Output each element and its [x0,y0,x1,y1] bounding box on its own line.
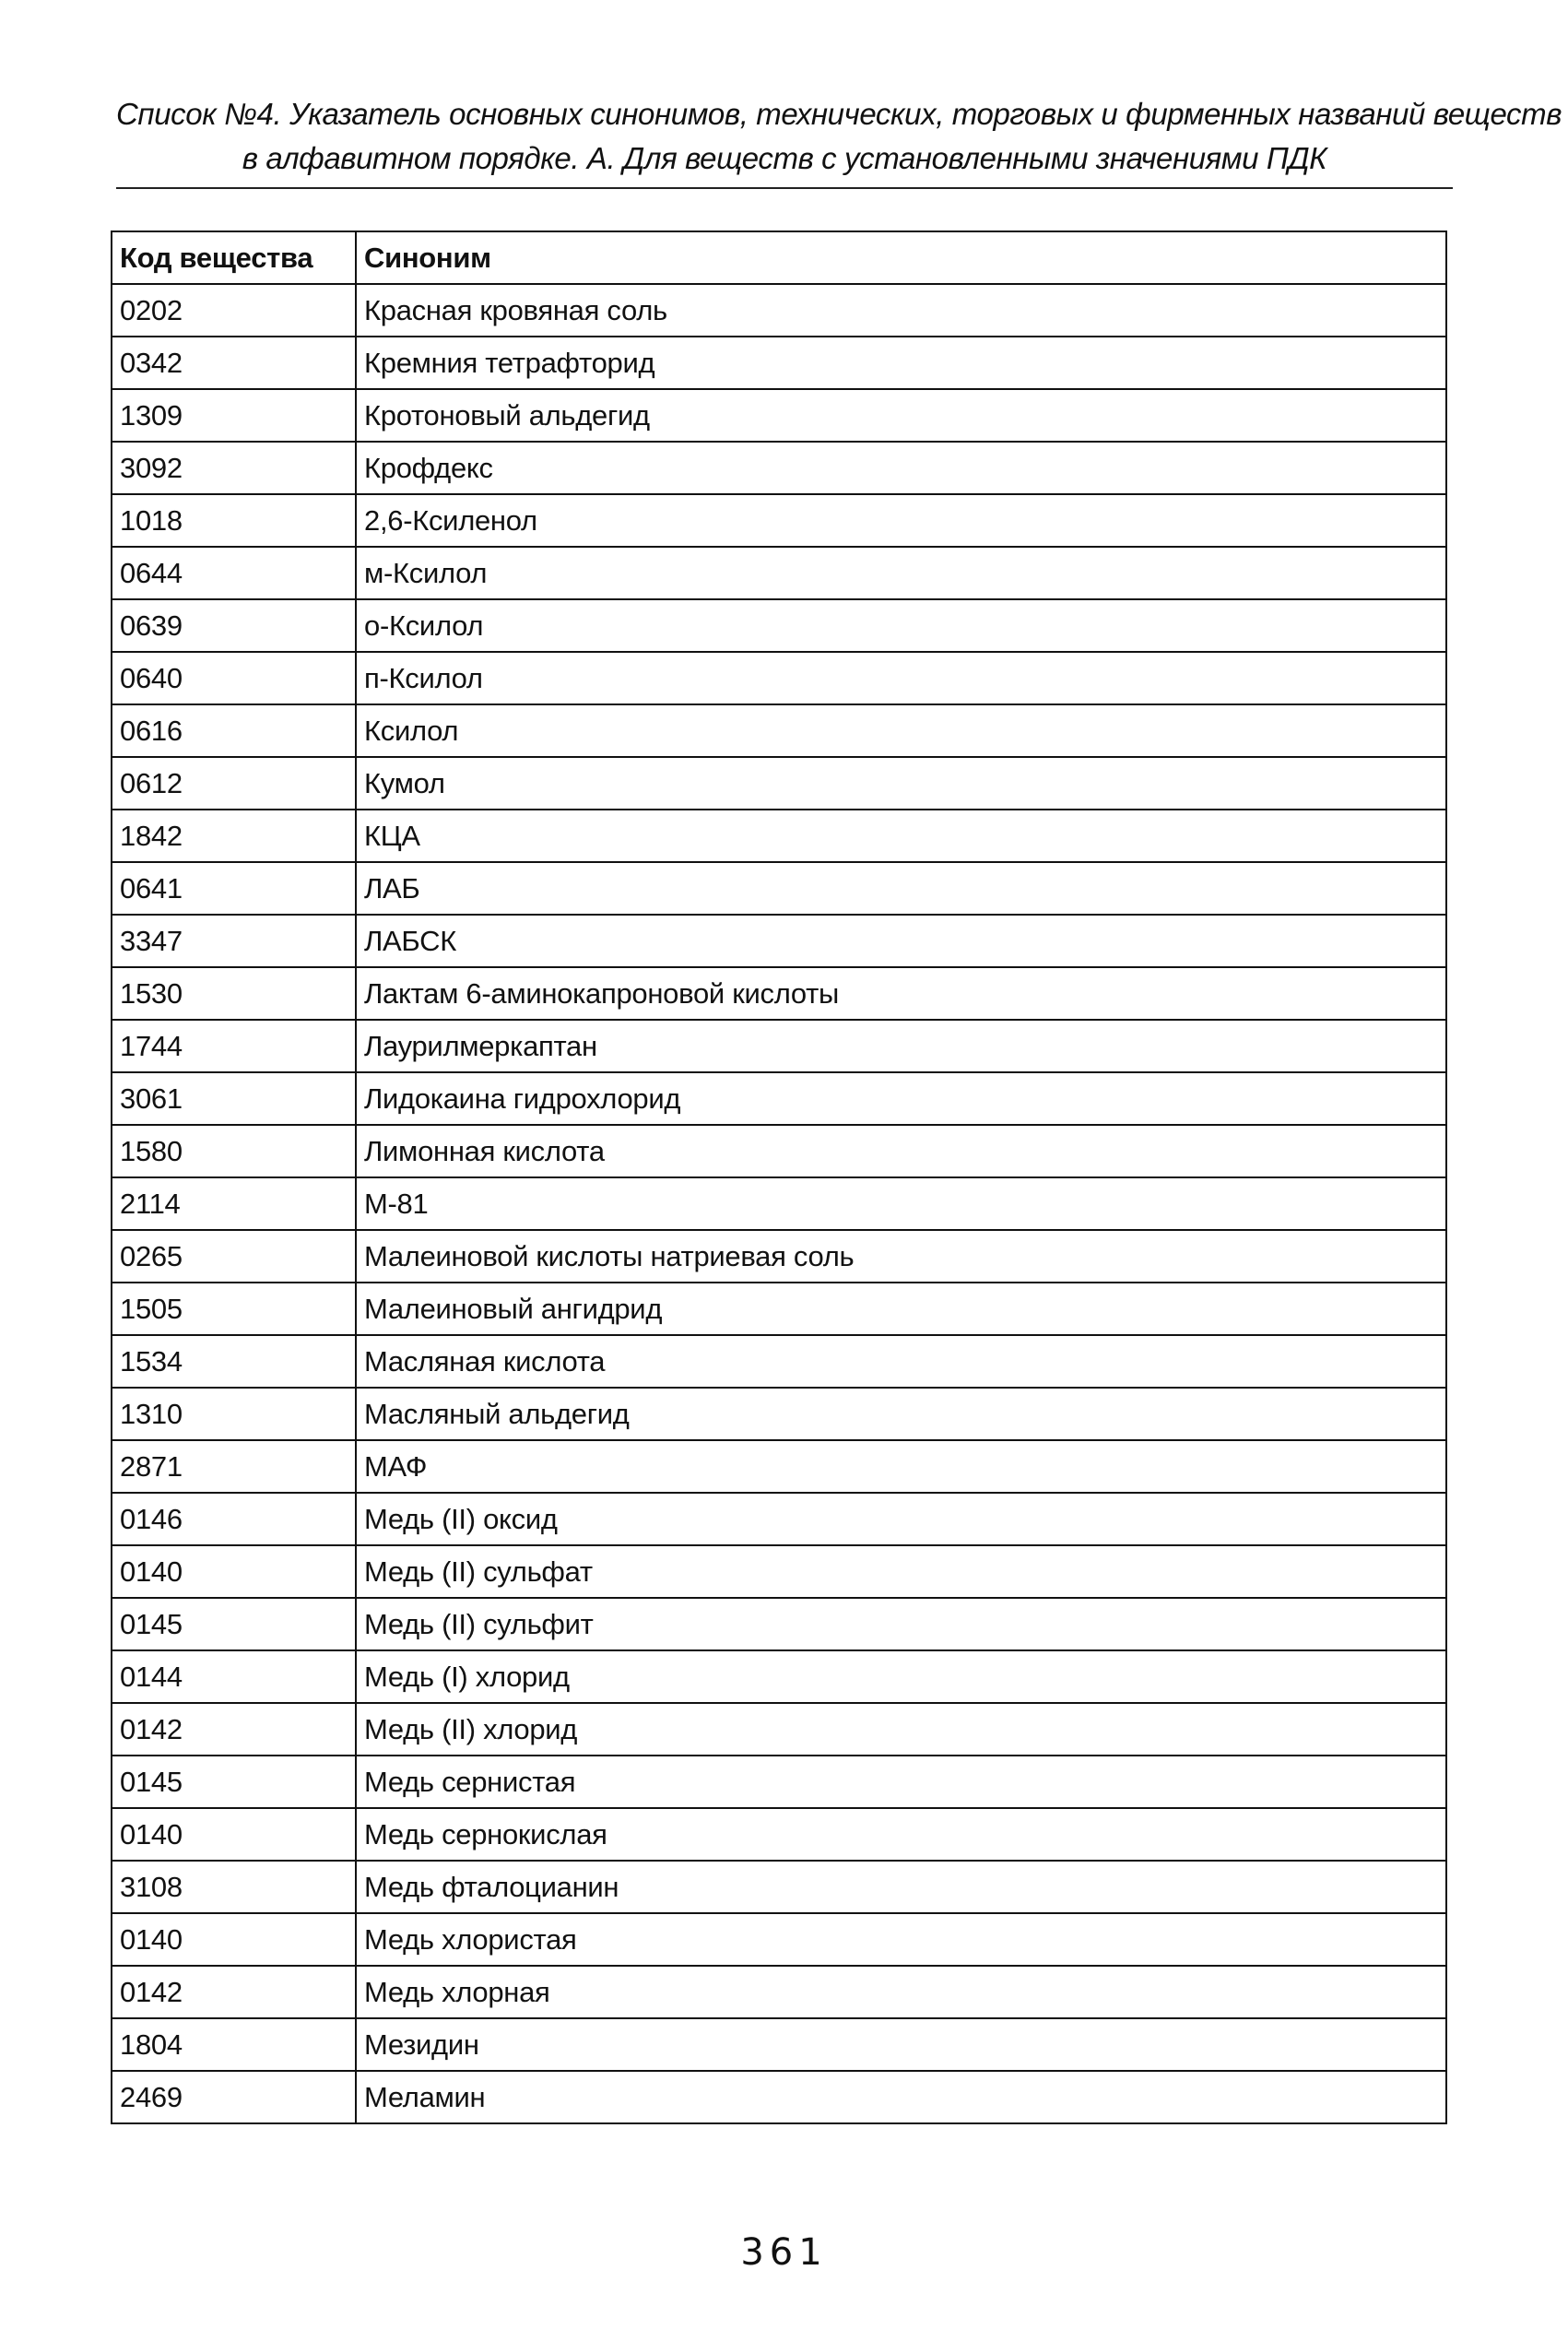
synonym-cell: Кумол [356,757,1446,810]
table-row [112,1440,1446,1493]
table-row [112,547,1446,599]
table-row [112,1388,1446,1440]
substance-code-cell: 0342 [112,337,356,389]
synonym-cell: Медь (II) сульфат [356,1545,1446,1598]
table-row [112,862,1446,915]
table-row [112,1125,1446,1177]
synonym-cell: Малеиновый ангидрид [356,1283,1446,1335]
column-header-synonym: Синоним [356,231,1446,284]
table-row [112,1756,1446,1808]
substance-code-cell: 0616 [112,704,356,757]
synonym-cell: Медь фталоцианин [356,1861,1446,1913]
table-row [112,1650,1446,1703]
column-header-code: Код вещества [112,231,356,284]
table-row [112,1598,1446,1650]
table-row [112,1020,1446,1072]
synonym-cell: м-Ксилол [356,547,1446,599]
table-row [112,1335,1446,1388]
substance-code-cell: 0640 [112,652,356,704]
synonym-cell: МАФ [356,1440,1446,1493]
synonym-cell: Лидокаина гидрохлорид [356,1072,1446,1125]
table-row [112,1861,1446,1913]
synonym-cell: Медь (II) оксид [356,1493,1446,1545]
synonym-cell: Медь (I) хлорид [356,1650,1446,1703]
table-row [112,2071,1446,2123]
synonym-cell: Ксилол [356,704,1446,757]
synonyms-table [111,231,1447,2124]
synonym-cell: о-Ксилол [356,599,1446,652]
substance-code-cell: 0265 [112,1230,356,1283]
table-row [112,652,1446,704]
header-divider [116,187,1453,189]
substance-code-cell: 0142 [112,1703,356,1756]
substance-code-cell: 0612 [112,757,356,810]
table-body [112,284,1446,2123]
substance-code-cell: 0144 [112,1650,356,1703]
header-line-1: Список №4. Указатель основных синонимов, технических, торговых и фирменных названий веществ [116,97,1562,131]
table-row [112,1072,1446,1125]
synonym-cell: п-Ксилол [356,652,1446,704]
substance-code-cell: 2469 [112,2071,356,2123]
substance-code-cell: 1530 [112,967,356,1020]
substance-code-cell: 1744 [112,1020,356,1072]
substance-code-cell: 1018 [112,494,356,547]
synonym-cell: Лактам 6-аминокапроновой кислоты [356,967,1446,1020]
synonym-cell: 2,6-Ксиленол [356,494,1446,547]
substance-code-cell: 3347 [112,915,356,967]
synonym-cell: Лимонная кислота [356,1125,1446,1177]
substance-code-cell: 1309 [112,389,356,442]
substance-code-cell: 0644 [112,547,356,599]
table-row [112,442,1446,494]
substance-code-cell: 1505 [112,1283,356,1335]
table-row [112,1283,1446,1335]
synonym-cell: Меламин [356,2071,1446,2123]
substance-code-cell: 3092 [112,442,356,494]
synonym-cell: Медь (II) сульфит [356,1598,1446,1650]
substance-code-cell: 1310 [112,1388,356,1440]
substance-code-cell: 0146 [112,1493,356,1545]
table-row [112,1703,1446,1756]
table-row [112,1966,1446,2018]
page-number: 361 [740,2231,828,2274]
substance-code-cell: 0140 [112,1913,356,1966]
substance-code-cell: 0145 [112,1756,356,1808]
synonym-cell: КЦА [356,810,1446,862]
table-row [112,967,1446,1020]
synonym-cell: Кротоновый альдегид [356,389,1446,442]
synonym-cell: ЛАБ [356,862,1446,915]
substance-code-cell: 0641 [112,862,356,915]
table-row [112,1230,1446,1283]
synonym-cell: Медь (II) хлорид [356,1703,1446,1756]
table-row [112,1913,1446,1966]
table-row [112,915,1446,967]
substance-code-cell: 0202 [112,284,356,337]
synonym-cell: Красная кровяная соль [356,284,1446,337]
synonym-cell: Масляный альдегид [356,1388,1446,1440]
synonym-cell: Крофдекс [356,442,1446,494]
table-row [112,1177,1446,1230]
table-header-row [112,231,1446,284]
synonym-cell: Медь хлорная [356,1966,1446,2018]
substance-code-cell: 0145 [112,1598,356,1650]
substance-code-cell: 1534 [112,1335,356,1388]
synonym-cell: Лаурилмеркаптан [356,1020,1446,1072]
table-row [112,1545,1446,1598]
page-header [116,92,1562,181]
substance-code-cell: 1804 [112,2018,356,2071]
table-row [112,337,1446,389]
table-row [112,1808,1446,1861]
substance-code-cell: 1580 [112,1125,356,1177]
table-row [112,2018,1446,2071]
table-row [112,757,1446,810]
table-row [112,1493,1446,1545]
substance-code-cell: 3061 [112,1072,356,1125]
substance-code-cell: 3108 [112,1861,356,1913]
table-row [112,284,1446,337]
table-row [112,599,1446,652]
table-row [112,704,1446,757]
substance-code-cell: 0639 [112,599,356,652]
substance-code-cell: 0140 [112,1545,356,1598]
substance-code-cell: 0140 [112,1808,356,1861]
synonym-cell: Мезидин [356,2018,1446,2071]
table-row [112,389,1446,442]
table-row [112,810,1446,862]
substance-code-cell: 2871 [112,1440,356,1493]
synonym-cell: Медь сернистая [356,1756,1446,1808]
synonym-cell: Кремния тетрафторид [356,337,1446,389]
substance-code-cell: 2114 [112,1177,356,1230]
synonym-cell: Медь сернокислая [356,1808,1446,1861]
substance-code-cell: 1842 [112,810,356,862]
synonym-cell: ЛАБСК [356,915,1446,967]
table-row [112,494,1446,547]
synonym-cell: Медь хлористая [356,1913,1446,1966]
header-line-2: в алфавитном порядке. А. Для веществ с установленными значениями ПДК [242,141,1327,175]
synonym-cell: М-81 [356,1177,1446,1230]
synonym-cell: Малеиновой кислоты натриевая соль [356,1230,1446,1283]
synonym-cell: Масляная кислота [356,1335,1446,1388]
substance-code-cell: 0142 [112,1966,356,2018]
